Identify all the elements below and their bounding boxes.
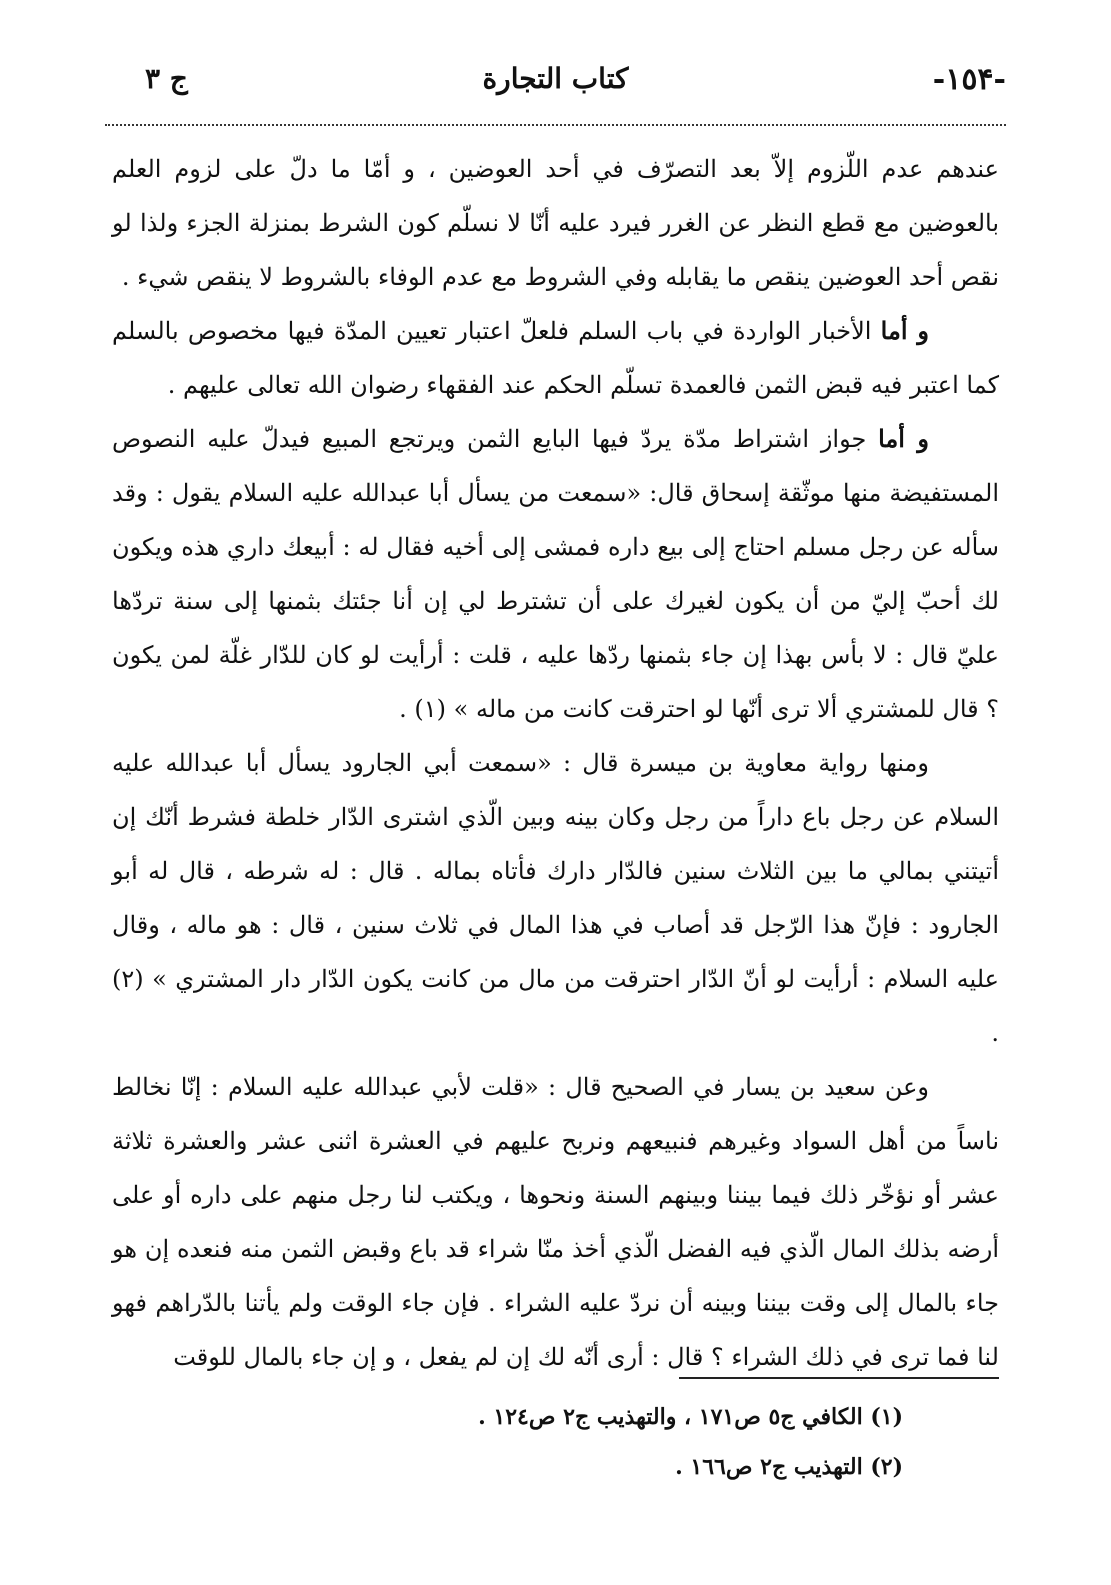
- book-title: كتاب التجارة: [482, 62, 629, 95]
- paragraph-2-text: الأخبار الواردة في باب السلم فلعلّ اعتبار تعيين المدّة فيها مخصوص بالسلم كما اعتبر فيه قبض الثمن فالعمدة تسلّم الحكم عند الفقهاء رضوان الله تعالى عليهم .: [112, 317, 999, 399]
- footnotes: [112, 1392, 903, 1492]
- footnote-1: (١) الكافي ج٥ ص١٧١ ، والتهذيب ج٢ ص١٢٤ .: [478, 1404, 903, 1430]
- footnote-2: (٢) التهذيب ج٢ ص١٦٦ .: [675, 1454, 903, 1480]
- paragraph-2: [112, 304, 999, 412]
- header-divider: [105, 124, 1006, 126]
- page-number: -١٥۴-: [932, 62, 1006, 97]
- paragraph-4: ومنها رواية معاوية بن ميسرة قال : «سمعت أبي الجارود يسأل أبا عبدالله عليه السلام عن رجل باع داراً من رجل وكان بينه وبين الّذي اشترى الدّار خلطة فشرط أنّك إن أتيتني بمالي ما بين الثلاث سنين فالدّار دارك فأتاه بماله . قال : له شرطه ، قال له أبو الجارود : فإنّ هذا الرّجل قد أصاب في هذا المال في ثلاث سنين ، قال : هو ماله ، وقال عليه السلام : أرأيت لو أنّ الدّار احترقت من مال من كانت يكون الدّار دار المشتري » (٢) .: [112, 749, 999, 1047]
- paragraph-3: [112, 412, 999, 736]
- paragraph-3-lead: و أما: [878, 424, 929, 453]
- paragraph-1: عندهم عدم اللّزوم إلاّ بعد التصرّف في أحد العوضين ، و أمّا ما دلّ على لزوم العلم بالعوضين مع قطع النظر عن الغرر فيرد عليه أنّا لا نسلّم كون الشرط بمنزلة الجزء ولذا لو نقص أحد العوضين ينقص ما يقابله وفي الشروط مع عدم الوفاء بالشروط لا ينقص شيء .: [112, 155, 999, 291]
- volume-label: ج ٣: [145, 62, 188, 95]
- paragraph-5: وعن سعيد بن يسار في الصحيح قال : «قلت لأبي عبدالله عليه السلام : إنّا نخالط ناساً من أهل السواد وغيرهم فنبيعهم ونربح عليهم في العشرة اثنى عشر والعشرة ثلاثة عشر أو نؤخّر ذلك فيما بيننا وبينهم السنة ونحوها ، ويكتب لنا رجل منهم على داره أو على أرضه بذلك المال الّذي فيه الفضل الّذي أخذ منّا شراء قد باع وقبض الثمن منه فنعده إن هو جاء بالمال إلى وقت بيننا وبينه أن نردّ عليه الشراء . فإن جاء الوقت ولم يأتنا بالدّراهم فهو لنا فما ترى في ذلك الشراء ؟ قال : أرى أنّه لك إن لم يفعل ، و إن جاء بالمال للوقت: [112, 1073, 999, 1371]
- main-text: [112, 142, 999, 1384]
- paragraph-2-lead: و أما: [880, 316, 929, 345]
- page-header: [105, 58, 1006, 106]
- footnote-divider: [679, 1377, 999, 1379]
- paragraph-3-text: جواز اشتراط مدّة يردّ فيها البايع الثمن ويرتجع المبيع فيدلّ عليه النصوص المستفيضة منها موثّقة إسحاق قال: «سمعت من يسأل أبا عبدالله عليه السلام يقول : وقد سأله عن رجل مسلم احتاج إلى بيع داره فمشى إلى أخيه فقال له : أبيعك داري هذه ويكون لك أحبّ إليّ من أن يكون لغيرك على أن تشترط لي إن أنا جئتك بثمنها إلى سنة تردّها عليّ قال : لا بأس بهذا إن جاء بثمنها ردّها عليه ، قلت : أرأيت لو كان للدّار غلّة لمن يكون ؟ قال للمشتري ألا ترى أنّها لو احترقت كانت من ماله » (١) .: [112, 425, 1000, 723]
